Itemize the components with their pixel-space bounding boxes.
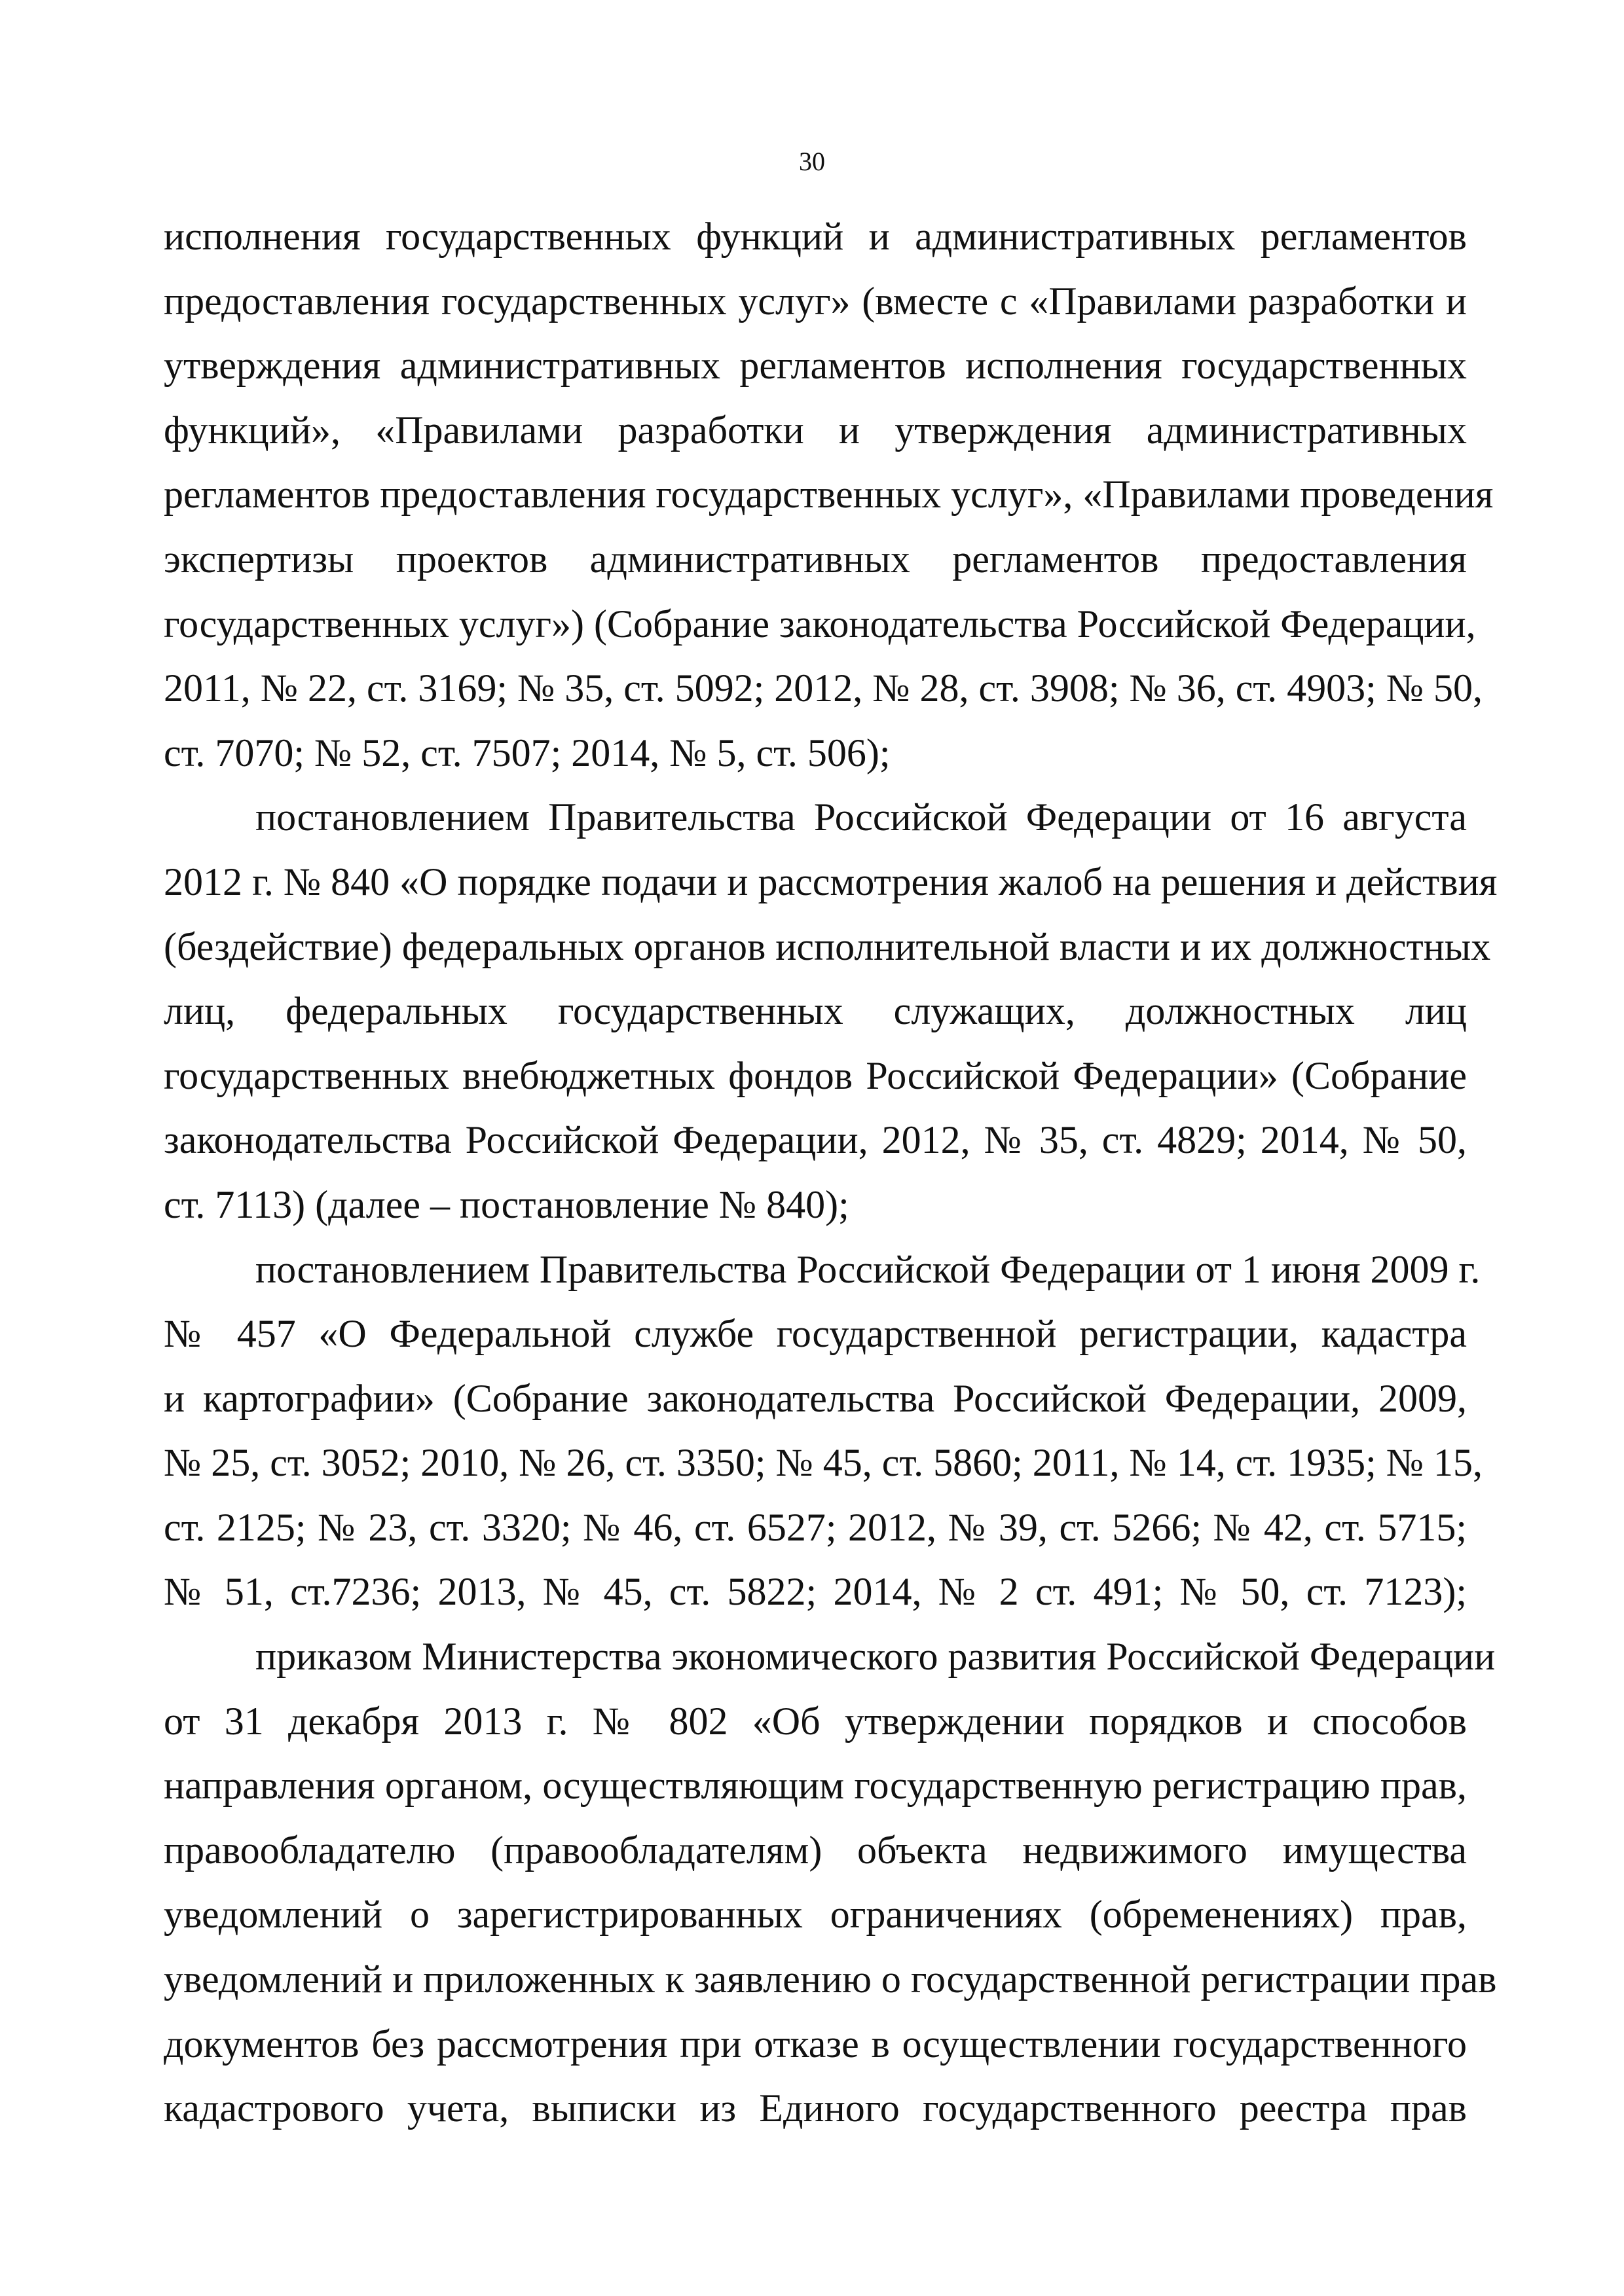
text-line: и картографии» (Собрание законодательства Российской Федерации, 2009, bbox=[164, 1376, 1467, 1420]
text-line: предоставления государственных услуг» (вместе с «Правилами разработки и bbox=[164, 279, 1467, 323]
text-line: кадастрового учета, выписки из Единого государственного реестра прав bbox=[164, 2086, 1467, 2130]
text-line: государственных внебюджетных фондов Российской Федерации» (Собрание bbox=[164, 1053, 1467, 1097]
text-line: исполнения государственных функций и административных регламентов bbox=[164, 215, 1467, 258]
text-line: уведомлений о зарегистрированных ограничениях (обременениях) прав, bbox=[164, 1893, 1467, 1937]
text-line: экспертизы проектов административных регламентов предоставления bbox=[164, 537, 1467, 581]
paragraph-order-802 bbox=[164, 1624, 1497, 2141]
text-line: законодательства Российской Федерации, 2012, № 35, ст. 4829; 2014, № 50, bbox=[164, 1118, 1467, 1162]
document-body bbox=[164, 204, 1498, 2141]
text-line: ст. 7113) (далее – постановление № 840); bbox=[164, 1182, 849, 1226]
text-line: функций», «Правилами разработки и утверждения административных bbox=[164, 408, 1467, 452]
text-line: лиц, федеральных государственных служащих, должностных лиц bbox=[164, 989, 1467, 1033]
text-line: государственных услуг») (Собрание законодательства Российской Федерации, bbox=[164, 602, 1476, 646]
text-line: 2012 г. № 840 «О порядке подачи и рассмотрения жалоб на решения и действия bbox=[164, 860, 1498, 903]
text-line: документов без рассмотрения при отказе в осуществлении государственного bbox=[164, 2022, 1467, 2066]
text-line: № 51, ст.7236; 2013, № 45, ст. 5822; 2014, № 2 ст. 491; № 50, ст. 7123); bbox=[164, 1570, 1467, 1614]
text-line: ст. 7070; № 52, ст. 7507; 2014, № 5, ст. 506); bbox=[164, 731, 891, 774]
text-line: направления органом, осуществляющим государственную регистрацию прав, bbox=[164, 1764, 1467, 1808]
text-line: правообладателю (правообладателям) объекта недвижимого имущества bbox=[164, 1828, 1467, 1872]
paragraph-resolution-457 bbox=[164, 1237, 1483, 1625]
paragraph-continuation bbox=[164, 204, 1494, 785]
text-line: уведомлений и приложенных к заявлению о государственной регистрации прав bbox=[164, 1958, 1497, 2001]
text-line: 2011, № 22, ст. 3169; № 35, ст. 5092; 2012, № 28, ст. 3908; № 36, ст. 4903; № 50, bbox=[164, 666, 1483, 710]
page-number: 30 bbox=[799, 147, 825, 176]
text-line: № 25, ст. 3052; 2010, № 26, ст. 3350; № 45, ст. 5860; 2011, № 14, ст. 1935; № 15, bbox=[164, 1441, 1483, 1485]
text-line: утверждения административных регламентов исполнения государственных bbox=[164, 344, 1467, 388]
text-line: от 31 декабря 2013 г. № 802 «Об утверждении порядков и способов bbox=[164, 1699, 1467, 1743]
text-line: № 457 «О Федеральной службе государственной регистрации, кадастра bbox=[164, 1312, 1467, 1356]
text-line: (бездействие) федеральных органов исполнительной власти и их должностных bbox=[164, 924, 1491, 968]
text-line: постановлением Правительства Российской Федерации от 1 июня 2009 г. bbox=[255, 1247, 1481, 1291]
text-line: ст. 2125; № 23, ст. 3320; № 46, ст. 6527; 2012, № 39, ст. 5266; № 42, ст. 5715; bbox=[164, 1505, 1467, 1549]
text-line: приказом Министерства экономического развития Российской Федерации bbox=[255, 1635, 1496, 1679]
text-line: постановлением Правительства Российской Федерации от 16 августа bbox=[255, 795, 1467, 839]
text-line: регламентов предоставления государственных услуг», «Правилами проведения bbox=[164, 473, 1494, 517]
paragraph-resolution-840 bbox=[164, 785, 1498, 1237]
